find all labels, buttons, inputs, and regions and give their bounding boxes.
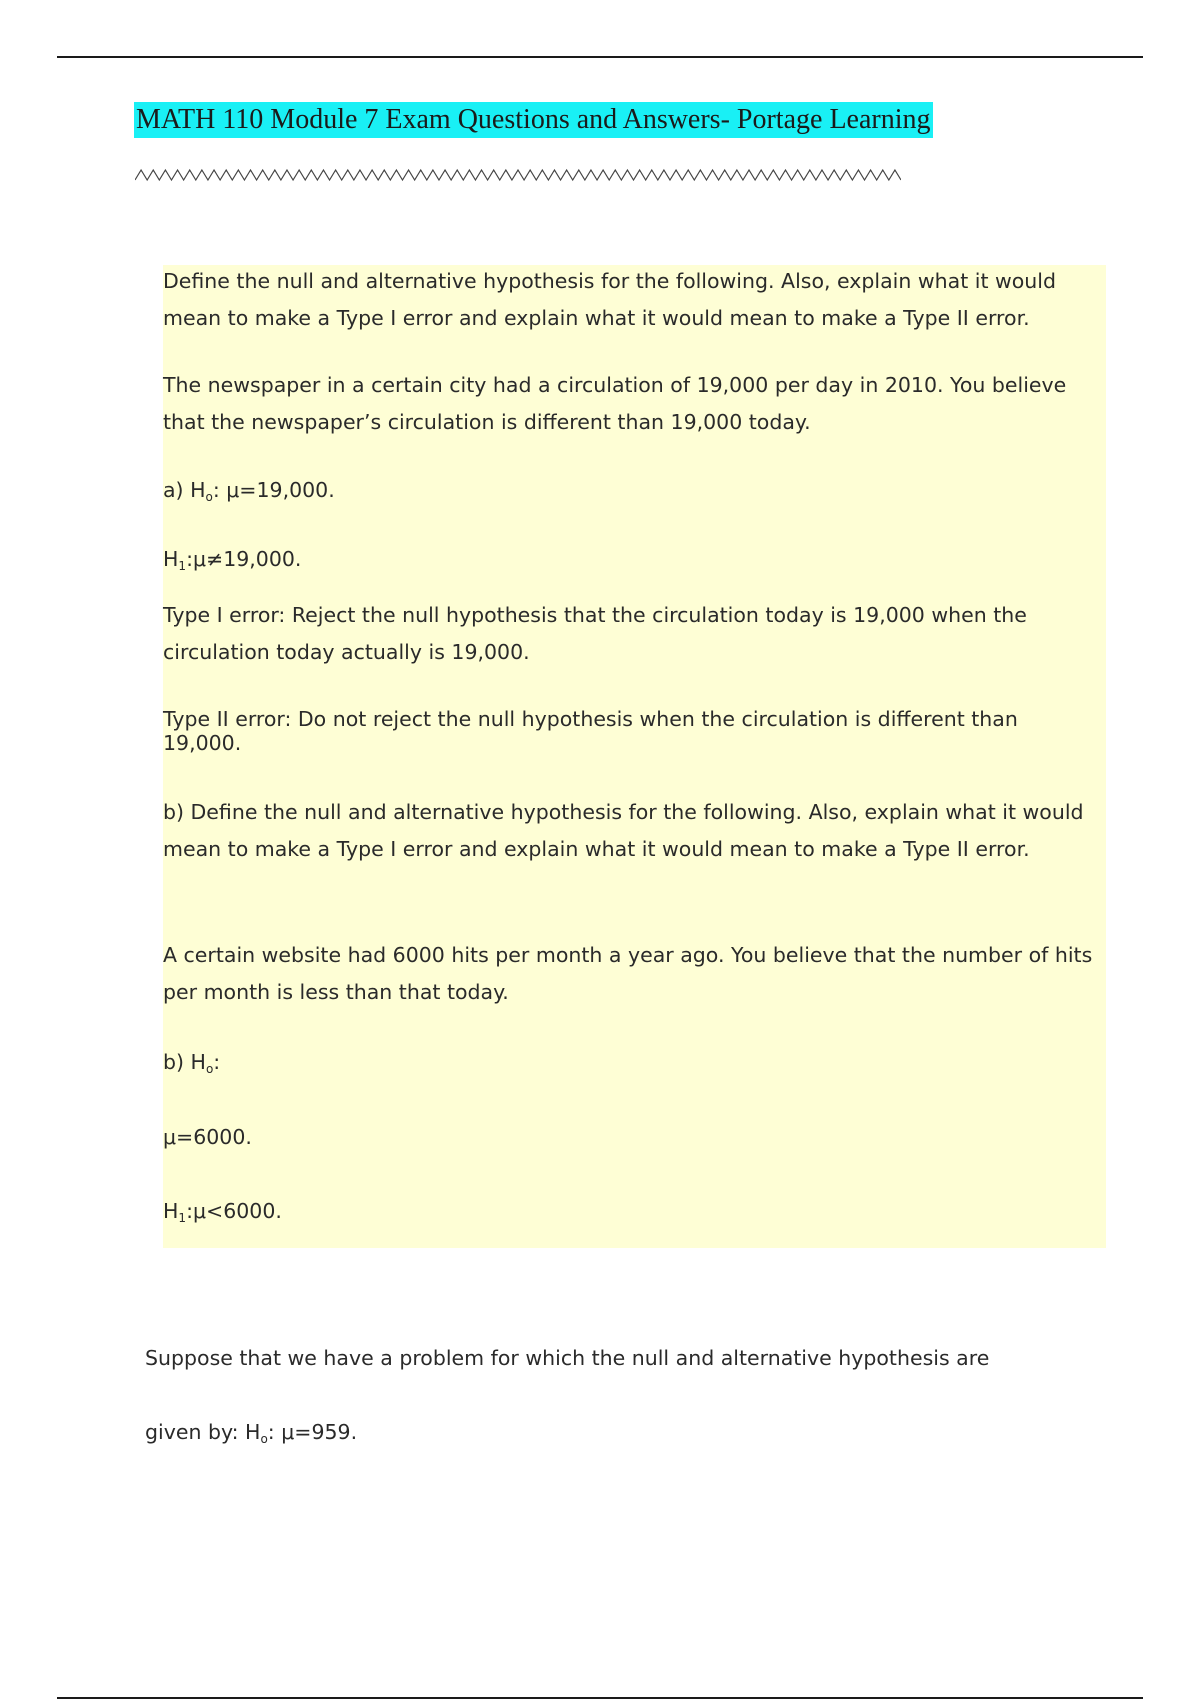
q1-type1-error: Type I error: Reject the null hypothesis that the circulation today is 19,000 when the circulation today actually is 19,000. [163,603,1027,664]
q1b-null-hypothesis: b) $H_o$: [163,1050,221,1076]
q1b-null-value: μ=6000. [163,1125,252,1149]
q1-scenario: The newspaper in a certain city had a circulation of 19,000 per day in 2010. You believe that the newspaper’s circulation is different than 19,000 today. [163,373,1067,434]
q2-line1: Suppose that we have a problem for which the null and alternative hypothesis are [145,1346,990,1370]
q1b-prompt: b) Define the null and alternative hypothesis for the following. Also, explain what it would mean to make a Type I error and explain what it would mean to make a Type II error. [163,800,1084,861]
document-title: MATH 110 Module 7 Exam Questions and Answers- Portage Learning [134,102,933,138]
q1-null-hypothesis: a) $H_o$: μ=19,000. [163,478,335,504]
q1-type2-error: Type II error: Do not reject the null hypothesis when the circulation is different than 19,000. [163,707,1018,755]
caret-separator [135,168,901,182]
q2-line2: given by: $H_o$: μ=959. [145,1420,358,1446]
q1-prompt: Define the null and alternative hypothesis for the following. Also, explain what it would mean to make a Type I error and explain what it would mean to make a Type II error. [163,269,1057,330]
top-rule [57,56,1143,58]
bottom-rule [57,1697,1143,1699]
q1b-scenario: A certain website had 6000 hits per month a year ago. You believe that the number of hits per month is less than that today. [163,943,1093,1004]
q1-alt-hypothesis: $H_1:\mu\ne 19,000$. [163,547,302,573]
q1b-alt-hypothesis: $H_1:\mu<6000$. [163,1199,282,1225]
